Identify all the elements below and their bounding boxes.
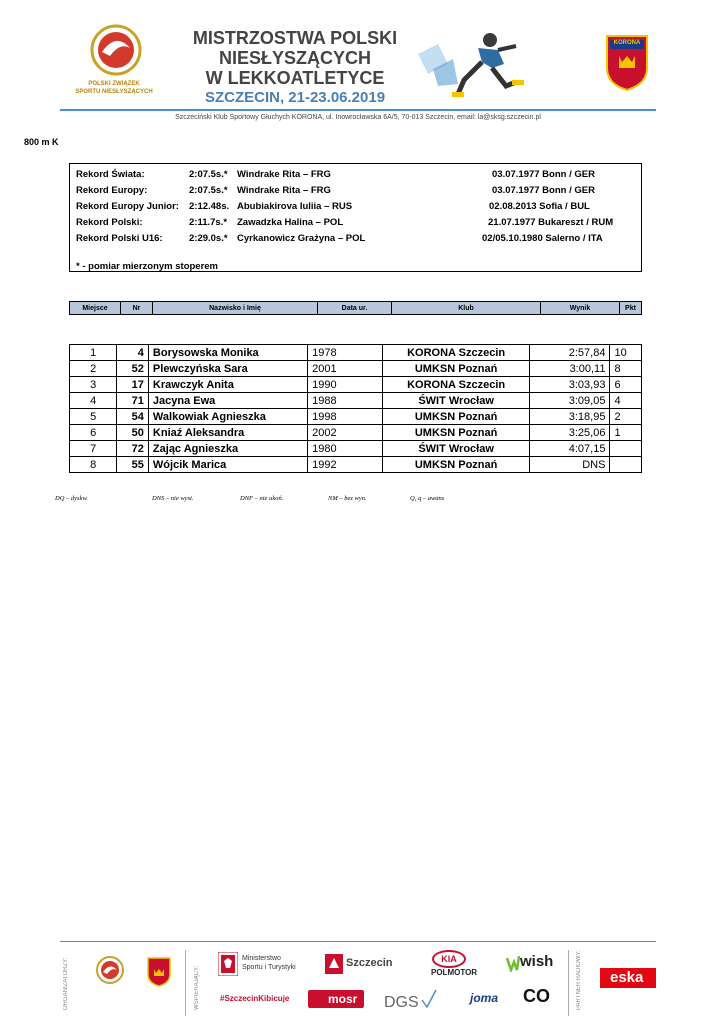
results-table (69, 344, 642, 473)
result-place: 7 (70, 441, 117, 457)
result-year: 2001 (308, 361, 383, 377)
result-name: Kniaź Aleksandra (148, 425, 307, 441)
result-club: ŚWIT Wrocław (383, 393, 530, 409)
club-address: Szczeciński Klub Sportowy Głuchych KORONA, ul. Inowrocławska 6A/5, 70-013 Szczecin, email: la@sksg.szczecin.pl (175, 114, 541, 121)
record-time: 2:29.0s.* (189, 233, 228, 244)
result-time: 3:00,11 (530, 361, 610, 377)
wish-logo-icon (506, 954, 520, 977)
record-label: Rekord Polski: (76, 217, 143, 228)
result-name: Krawczyk Anita (148, 377, 307, 393)
result-nr: 50 (117, 425, 149, 441)
footer-divider (60, 941, 656, 942)
result-points: 8 (610, 361, 642, 377)
result-nr: 52 (117, 361, 149, 377)
result-name: Borysowska Monika (148, 345, 307, 361)
mosr-logo (308, 990, 364, 1008)
result-year: 1998 (308, 409, 383, 425)
records-box (69, 163, 642, 272)
result-points: 6 (610, 377, 642, 393)
co-logo: CO (523, 986, 550, 1006)
record-row (70, 169, 641, 185)
result-time: 3:18,95 (530, 409, 610, 425)
col-club: Klub (392, 302, 541, 315)
record-where: 02/05.10.1980 Salerno / ITA (482, 233, 603, 244)
logo-text-line1: POLSKI ZWIĄZEK (88, 81, 140, 87)
pzsn-logo-text (64, 80, 164, 96)
title-line1: MISTRZOSTWA POLSKI (192, 28, 398, 48)
result-place: 5 (70, 409, 117, 425)
legend-q: Q, q – awans (410, 495, 445, 502)
record-row (70, 217, 641, 233)
result-nr: 17 (117, 377, 149, 393)
record-label: Rekord Europy: (76, 185, 148, 196)
result-nr: 4 (117, 345, 149, 361)
result-row (70, 441, 642, 457)
title-line4: SZCZECIN, 21-23.06.2019 (204, 89, 386, 106)
result-time: 3:09,05 (530, 393, 610, 409)
result-points: 2 (610, 409, 642, 425)
pzsn-footer-logo (92, 954, 128, 999)
wish-logo: wish (520, 953, 554, 970)
legend-nm: NM – bez wyn. (328, 495, 367, 502)
record-holder: Windrake Rita – FRG (237, 169, 331, 180)
result-nr: 54 (117, 409, 149, 425)
result-year: 1978 (308, 345, 383, 361)
col-pts: Pkt (620, 302, 642, 315)
result-points: 1 (610, 425, 642, 441)
result-row (70, 377, 642, 393)
result-time: 2:57,84 (530, 345, 610, 361)
result-club: ŚWIT Wrocław (383, 441, 530, 457)
record-where: 03.07.1977 Bonn / GER (492, 185, 595, 196)
result-club: UMKSN Poznań (383, 457, 530, 473)
record-time: 2:12.48s. (189, 201, 230, 212)
result-name: Jacyna Ewa (148, 393, 307, 409)
title-line2: NIESŁYSZĄCYCH (218, 48, 371, 68)
result-points: 10 (610, 345, 642, 361)
record-time: 2:07.5s.* (189, 185, 228, 196)
szczecin-hashtag: #SzczecinKibicuje (220, 994, 290, 1003)
event-title (185, 28, 405, 108)
record-holder: Windrake Rita – FRG (237, 185, 331, 196)
title-line3: W LEKKOATLETYCE (205, 68, 385, 88)
result-club: UMKSN Poznań (383, 425, 530, 441)
result-club: KORONA Szczecin (383, 377, 530, 393)
result-year: 2002 (308, 425, 383, 441)
record-time: 2:07.5s.* (189, 169, 228, 180)
result-row (70, 409, 642, 425)
record-label: Rekord Europy Junior: (76, 201, 179, 212)
result-place: 1 (70, 345, 117, 361)
result-points: 4 (610, 393, 642, 409)
record-holder: Abubiakirova Iuliia – RUS (237, 201, 353, 212)
organizers-label: ORGANIZATORZY: (63, 957, 69, 1010)
result-place: 6 (70, 425, 117, 441)
record-holder: Zawadzka Halina – POL (237, 217, 344, 228)
joma-logo: joma (470, 991, 499, 1005)
ministry-line2: Sportu i Turystyki (242, 964, 296, 971)
result-name: Walkowiak Agnieszka (148, 409, 307, 425)
result-year: 1988 (308, 393, 383, 409)
eska-logo-text: eska (610, 969, 644, 986)
result-points (610, 441, 642, 457)
result-points (610, 457, 642, 473)
korona-logo-text: KORONA (613, 40, 641, 46)
ministry-line1: Ministerstwo (242, 955, 281, 962)
results-header (69, 301, 642, 315)
record-label: Rekord Polski U16: (76, 233, 163, 244)
legend-dns: DNS – nie wyst. (152, 495, 194, 502)
event-name: 800 m K (24, 137, 59, 147)
col-name: Nazwisko i Imię (153, 302, 318, 315)
result-year: 1992 (308, 457, 383, 473)
result-time: 3:25,06 (530, 425, 610, 441)
record-where: 21.07.1977 Bukareszt / RUM (488, 217, 614, 228)
legend-dq: DQ – dyskw. (55, 495, 88, 502)
col-result: Wynik (541, 302, 620, 315)
result-club: UMKSN Poznań (383, 361, 530, 377)
footer-separator (185, 950, 186, 1016)
col-place: Miejsce (70, 302, 121, 315)
footer-separator (568, 950, 569, 1016)
result-nr: 71 (117, 393, 149, 409)
kia-logo: KIA (432, 950, 466, 968)
result-time: 3:03,93 (530, 377, 610, 393)
col-nr: Nr (121, 302, 153, 315)
result-row (70, 393, 642, 409)
szczecin-logo-icon (325, 954, 343, 979)
result-year: 1980 (308, 441, 383, 457)
col-year: Data ur. (318, 302, 392, 315)
result-row (70, 345, 642, 361)
result-name: Zając Agnieszka (148, 441, 307, 457)
header-divider (60, 109, 656, 111)
polmotor-logo: POLMOTOR (431, 968, 478, 977)
result-time: DNS (530, 457, 610, 473)
result-club: UMKSN Poznań (383, 409, 530, 425)
result-row (70, 361, 642, 377)
result-place: 2 (70, 361, 117, 377)
partner-label: PARTNER RADIOWY: (576, 950, 582, 1010)
record-time: 2:11.7s.* (189, 217, 228, 228)
record-where: 03.07.1977 Bonn / GER (492, 169, 595, 180)
record-row (70, 185, 641, 201)
szczecin-logo: Szczecin (346, 957, 393, 969)
logo-text-line2: SPORTU NIESŁYSZĄCYCH (75, 89, 153, 95)
result-club: KORONA Szczecin (383, 345, 530, 361)
result-row (70, 425, 642, 441)
record-where: 02.08.2013 Sofia / BUL (489, 201, 590, 212)
korona-footer-logo (146, 956, 172, 993)
korona-logo (604, 32, 650, 92)
runner-graphic (408, 24, 528, 106)
result-name: Plewczyńska Sara (148, 361, 307, 377)
record-label: Rekord Świata: (76, 169, 145, 180)
ministry-text (242, 954, 296, 972)
result-row (70, 457, 642, 473)
result-name: Wójcik Marica (148, 457, 307, 473)
result-year: 1990 (308, 377, 383, 393)
dgs-check-icon (420, 988, 438, 1015)
ministry-emblem (218, 952, 238, 981)
result-place: 8 (70, 457, 117, 473)
result-nr: 72 (117, 441, 149, 457)
result-place: 3 (70, 377, 117, 393)
record-row (70, 233, 641, 249)
result-nr: 55 (117, 457, 149, 473)
legend-dnf: DNF – nie ukoń. (240, 495, 284, 502)
records-note: * - pomiar mierzonym stoperem (76, 261, 219, 272)
record-row (70, 201, 641, 217)
mosr-logo-text: mosr (328, 992, 358, 1006)
support-label: WSPIERAJĄCY: (194, 965, 200, 1010)
result-place: 4 (70, 393, 117, 409)
dgs-logo: DGS (384, 994, 419, 1011)
record-holder: Cyrkanowicz Grażyna – POL (237, 233, 366, 244)
result-time: 4:07,15 (530, 441, 610, 457)
eska-logo (600, 968, 656, 988)
